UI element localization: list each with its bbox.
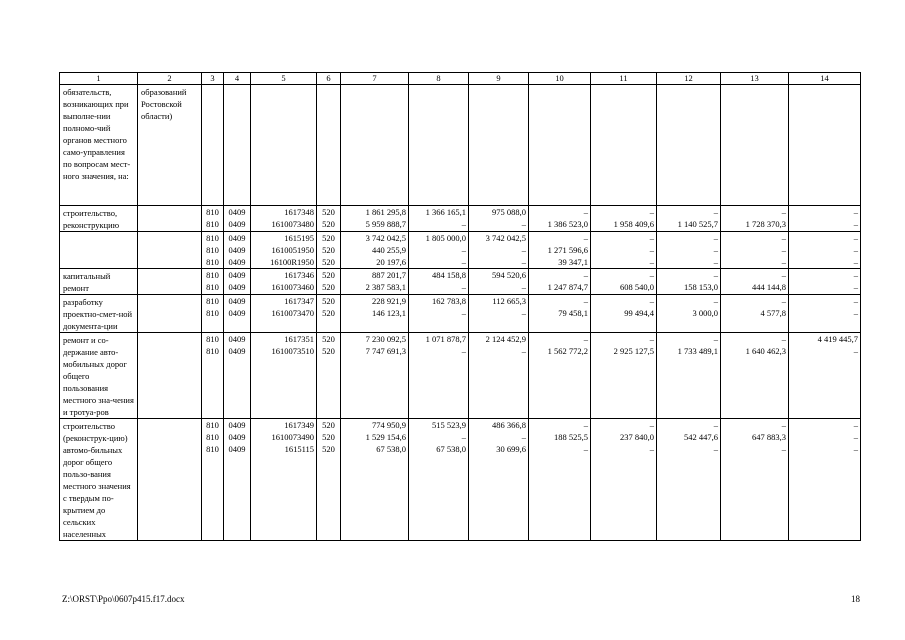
cell-value: – — [853, 245, 858, 255]
cell-value: 0409 — [228, 219, 246, 229]
value-cell — [409, 206, 469, 232]
cell-value: – — [649, 270, 654, 280]
cell-value: 810 — [206, 334, 219, 344]
cell-value: 20 197,6 — [376, 257, 406, 267]
cell-value: 0409 — [228, 420, 246, 430]
cell-value: – — [713, 296, 718, 306]
value-cell — [721, 85, 789, 206]
value-cell — [202, 206, 224, 232]
cell-value: 594 520,6 — [492, 270, 526, 280]
cell-value: – — [713, 245, 718, 255]
value-cell — [251, 232, 317, 269]
value-cell — [317, 232, 341, 269]
recipient-cell — [138, 295, 202, 333]
cell-value: 444 144,8 — [752, 282, 786, 292]
cell-value: 0409 — [228, 296, 246, 306]
cell-value: – — [521, 308, 526, 318]
value-cell — [789, 85, 861, 206]
cell-value: – — [713, 334, 718, 344]
value-cell — [409, 419, 469, 541]
cell-value: 39 347,1 — [558, 257, 588, 267]
cell-value: 520 — [322, 346, 335, 356]
cell-value: 440 255,9 — [372, 245, 406, 255]
value-cell — [591, 333, 657, 419]
header-row — [60, 73, 861, 85]
cell-value: 1615195 — [284, 233, 314, 243]
value-cell — [529, 206, 591, 232]
value-cell — [224, 419, 251, 541]
cell-value: – — [713, 233, 718, 243]
recipient-cell — [138, 333, 202, 419]
cell-value: 810 — [206, 420, 219, 430]
cell-value: – — [649, 245, 654, 255]
row-description: разработку проектно-смет-ной документа-ции — [60, 295, 138, 333]
cell-value: 810 — [206, 308, 219, 318]
value-cell — [529, 295, 591, 333]
cell-value: – — [461, 432, 466, 442]
value-cell — [591, 206, 657, 232]
cell-value: 228 921,9 — [372, 296, 406, 306]
column-number: 12 — [657, 73, 721, 85]
value-cell — [657, 295, 721, 333]
cell-value: 975 088,0 — [492, 207, 526, 217]
value-cell — [341, 295, 409, 333]
cell-value: – — [461, 346, 466, 356]
table-row — [60, 419, 861, 541]
cell-value: – — [583, 420, 588, 430]
value-cell — [409, 85, 469, 206]
column-number: 3 — [202, 73, 224, 85]
value-cell — [224, 206, 251, 232]
cell-value: – — [713, 444, 718, 454]
cell-value: 608 540,0 — [620, 282, 654, 292]
column-number: 1 — [60, 73, 138, 85]
value-cell — [341, 269, 409, 295]
cell-value: – — [853, 346, 858, 356]
cell-value: 67 538,0 — [436, 444, 466, 454]
value-cell — [529, 232, 591, 269]
cell-value: – — [461, 219, 466, 229]
value-cell — [224, 295, 251, 333]
cell-value: 810 — [206, 219, 219, 229]
page-number: 18 — [851, 594, 860, 604]
column-number: 10 — [529, 73, 591, 85]
cell-value: 887 201,7 — [372, 270, 406, 280]
cell-value: – — [713, 207, 718, 217]
cell-value: 542 447,6 — [684, 432, 718, 442]
cell-value: – — [583, 207, 588, 217]
cell-value: 810 — [206, 207, 219, 217]
cell-value: 1610073470 — [271, 308, 314, 318]
cell-value: 1610073490 — [271, 432, 314, 442]
cell-value: 0409 — [228, 444, 246, 454]
cell-value: 1 562 772,2 — [547, 346, 588, 356]
cell-value: – — [649, 257, 654, 267]
column-number: 8 — [409, 73, 469, 85]
cell-value: 774 950,9 — [372, 420, 406, 430]
table-row — [60, 232, 861, 269]
value-cell — [529, 333, 591, 419]
value-cell — [409, 269, 469, 295]
cell-value: – — [853, 296, 858, 306]
cell-value: 5 959 888,7 — [365, 219, 406, 229]
cell-value: 810 — [206, 444, 219, 454]
cell-value: 1 366 165,1 — [425, 207, 466, 217]
cell-value: – — [649, 334, 654, 344]
cell-value: 79 458,1 — [558, 308, 588, 318]
value-cell — [409, 333, 469, 419]
value-cell — [469, 232, 529, 269]
recipient-cell — [138, 206, 202, 232]
value-cell — [224, 85, 251, 206]
cell-value: – — [583, 444, 588, 454]
budget-table — [59, 72, 861, 541]
cell-value: 0409 — [228, 207, 246, 217]
value-cell — [341, 232, 409, 269]
cell-value: – — [461, 282, 466, 292]
cell-value: – — [853, 432, 858, 442]
value-cell — [469, 269, 529, 295]
recipient-cell — [138, 269, 202, 295]
file-path: Z:\ORST\Ppo\0607p415.f17.docx — [62, 594, 185, 604]
value-cell — [469, 419, 529, 541]
value-cell — [251, 295, 317, 333]
recipient-cell: образований Ростовской области) — [138, 85, 202, 206]
column-number: 9 — [469, 73, 529, 85]
cell-value: 520 — [322, 420, 335, 430]
cell-value: 1 140 525,7 — [677, 219, 718, 229]
value-cell — [657, 419, 721, 541]
cell-value: 0409 — [228, 257, 246, 267]
row-description — [60, 232, 138, 269]
cell-value: – — [781, 207, 786, 217]
cell-value: 1610073460 — [271, 282, 314, 292]
cell-value: 0409 — [228, 308, 246, 318]
cell-value: – — [853, 207, 858, 217]
cell-value: – — [461, 245, 466, 255]
table-row — [60, 206, 861, 232]
cell-value: 1610073480 — [271, 219, 314, 229]
value-cell — [251, 333, 317, 419]
cell-value: 1617347 — [284, 296, 314, 306]
value-cell — [341, 333, 409, 419]
value-cell — [591, 419, 657, 541]
value-cell — [224, 232, 251, 269]
value-cell — [591, 85, 657, 206]
value-cell — [202, 269, 224, 295]
cell-value: 810 — [206, 282, 219, 292]
cell-value: 520 — [322, 219, 335, 229]
value-cell — [721, 333, 789, 419]
cell-value: 810 — [206, 245, 219, 255]
cell-value: 237 840,0 — [620, 432, 654, 442]
value-cell — [721, 232, 789, 269]
cell-value: 520 — [322, 432, 335, 442]
value-cell — [789, 206, 861, 232]
cell-value: 0409 — [228, 233, 246, 243]
value-cell — [341, 206, 409, 232]
cell-value: 520 — [322, 245, 335, 255]
table-row — [60, 85, 861, 206]
cell-value: 1617348 — [284, 207, 314, 217]
value-cell — [202, 333, 224, 419]
cell-value: – — [521, 432, 526, 442]
cell-value: 2 124 452,9 — [485, 334, 526, 344]
row-description: строительство (реконструк-цию) автомо-бильных дорог общего пользо-вания местного значения с твердым по-крытием до сельских населенных — [60, 419, 138, 541]
cell-value: – — [781, 444, 786, 454]
cell-value: – — [781, 296, 786, 306]
cell-value: 0409 — [228, 270, 246, 280]
cell-value: 1 386 523,0 — [547, 219, 588, 229]
cell-value: – — [781, 245, 786, 255]
cell-value: 1 861 295,8 — [365, 207, 406, 217]
cell-value: 810 — [206, 432, 219, 442]
cell-value: – — [713, 420, 718, 430]
value-cell — [409, 295, 469, 333]
value-cell — [789, 232, 861, 269]
value-cell — [657, 333, 721, 419]
column-number: 5 — [251, 73, 317, 85]
cell-value: – — [521, 346, 526, 356]
cell-value: 1610051950 — [271, 245, 314, 255]
cell-value: 810 — [206, 233, 219, 243]
cell-value: 0409 — [228, 346, 246, 356]
value-cell — [251, 206, 317, 232]
value-cell — [409, 232, 469, 269]
value-cell — [721, 295, 789, 333]
cell-value: 188 525,5 — [554, 432, 588, 442]
cell-value: – — [853, 282, 858, 292]
cell-value: – — [461, 257, 466, 267]
cell-value: 7 747 691,3 — [365, 346, 406, 356]
value-cell — [317, 206, 341, 232]
cell-value: 1 271 596,6 — [547, 245, 588, 255]
value-cell — [469, 85, 529, 206]
cell-value: 520 — [322, 282, 335, 292]
table-row — [60, 269, 861, 295]
table-row — [60, 295, 861, 333]
cell-value: – — [521, 245, 526, 255]
cell-value: – — [713, 257, 718, 267]
cell-value: – — [781, 257, 786, 267]
cell-value: – — [583, 270, 588, 280]
cell-value: – — [853, 219, 858, 229]
cell-value: 1 733 489,1 — [677, 346, 718, 356]
cell-value: 1 805 000,0 — [425, 233, 466, 243]
cell-value: 112 665,3 — [492, 296, 526, 306]
value-cell — [317, 333, 341, 419]
recipient-cell — [138, 232, 202, 269]
cell-value: – — [461, 308, 466, 318]
cell-value: – — [853, 233, 858, 243]
cell-value: 484 158,8 — [432, 270, 466, 280]
cell-value: 515 523,9 — [432, 420, 466, 430]
cell-value: 486 366,8 — [492, 420, 526, 430]
cell-value: 1 529 154,6 — [365, 432, 406, 442]
cell-value: – — [649, 444, 654, 454]
row-description: обязательств, возникающих при выполне-нии полномо-чий органов местного само-управления по вопросам мест-ного значения, на: — [60, 85, 138, 206]
row-description: ремонт и со-держание авто-мобильных дорог общего пользования местного зна-чения и тротуа-ров — [60, 333, 138, 419]
value-cell — [657, 232, 721, 269]
value-cell — [657, 206, 721, 232]
value-cell — [202, 232, 224, 269]
cell-value: 3 000,0 — [692, 308, 718, 318]
value-cell — [224, 269, 251, 295]
cell-value: 1 728 370,3 — [745, 219, 786, 229]
cell-value: 1615115 — [284, 444, 314, 454]
cell-value: – — [649, 420, 654, 430]
cell-value: – — [521, 219, 526, 229]
cell-value: 810 — [206, 270, 219, 280]
cell-value: 4 577,8 — [760, 308, 786, 318]
value-cell — [317, 295, 341, 333]
value-cell — [591, 232, 657, 269]
cell-value: 30 699,6 — [496, 444, 526, 454]
column-number: 11 — [591, 73, 657, 85]
value-cell — [469, 295, 529, 333]
column-number: 14 — [789, 73, 861, 85]
cell-value: – — [781, 233, 786, 243]
cell-value: 1 640 462,3 — [745, 346, 786, 356]
cell-value: 7 230 092,5 — [365, 334, 406, 344]
cell-value: 0409 — [228, 334, 246, 344]
row-description: капитальный ремонт — [60, 269, 138, 295]
value-cell — [317, 419, 341, 541]
cell-value: 2 387 583,1 — [365, 282, 406, 292]
cell-value: 1 071 878,7 — [425, 334, 466, 344]
cell-value: – — [781, 420, 786, 430]
cell-value: – — [649, 233, 654, 243]
column-number: 6 — [317, 73, 341, 85]
cell-value: 3 742 042,5 — [365, 233, 406, 243]
cell-value: – — [583, 334, 588, 344]
cell-value: – — [583, 233, 588, 243]
cell-value: 1 958 409,6 — [613, 219, 654, 229]
cell-value: 0409 — [228, 432, 246, 442]
column-number: 13 — [721, 73, 789, 85]
cell-value: – — [649, 296, 654, 306]
column-number: 2 — [138, 73, 202, 85]
value-cell — [529, 419, 591, 541]
cell-value: 520 — [322, 270, 335, 280]
value-cell — [317, 85, 341, 206]
cell-value: 1617351 — [284, 334, 314, 344]
value-cell — [657, 269, 721, 295]
cell-value: 0409 — [228, 282, 246, 292]
value-cell — [529, 269, 591, 295]
cell-value: 2 925 127,5 — [613, 346, 654, 356]
value-cell — [789, 295, 861, 333]
recipient-cell — [138, 419, 202, 541]
column-number: 7 — [341, 73, 409, 85]
value-cell — [251, 269, 317, 295]
column-number: 4 — [224, 73, 251, 85]
value-cell — [224, 333, 251, 419]
cell-value: 520 — [322, 233, 335, 243]
cell-value: – — [781, 334, 786, 344]
value-cell — [469, 333, 529, 419]
cell-value: 520 — [322, 257, 335, 267]
value-cell — [721, 206, 789, 232]
value-cell — [591, 295, 657, 333]
value-cell — [591, 269, 657, 295]
cell-value: 647 883,3 — [752, 432, 786, 442]
cell-value: – — [583, 296, 588, 306]
cell-value: 1617346 — [284, 270, 314, 280]
cell-value: 810 — [206, 296, 219, 306]
value-cell — [789, 333, 861, 419]
value-cell — [202, 85, 224, 206]
value-cell — [202, 419, 224, 541]
cell-value: – — [853, 308, 858, 318]
value-cell — [789, 419, 861, 541]
value-cell — [341, 419, 409, 541]
cell-value: 0409 — [228, 245, 246, 255]
value-cell — [789, 269, 861, 295]
cell-value: 520 — [322, 334, 335, 344]
value-cell — [657, 85, 721, 206]
value-cell — [721, 269, 789, 295]
cell-value: 16100R1950 — [270, 257, 314, 267]
table-row — [60, 333, 861, 419]
cell-value: – — [853, 270, 858, 280]
cell-value: 146 123,1 — [372, 308, 406, 318]
cell-value: 99 494,4 — [624, 308, 654, 318]
cell-value: 1617349 — [284, 420, 314, 430]
cell-value: 1 247 874,7 — [547, 282, 588, 292]
value-cell — [529, 85, 591, 206]
value-cell — [251, 419, 317, 541]
row-description: строительство, реконструкцию — [60, 206, 138, 232]
cell-value: 1610073510 — [271, 346, 314, 356]
cell-value: 520 — [322, 207, 335, 217]
cell-value: 3 742 042,5 — [485, 233, 526, 243]
cell-value: – — [521, 282, 526, 292]
cell-value: 520 — [322, 296, 335, 306]
value-cell — [251, 85, 317, 206]
cell-value: – — [521, 257, 526, 267]
cell-value: – — [853, 444, 858, 454]
cell-value: 162 783,8 — [432, 296, 466, 306]
value-cell — [469, 206, 529, 232]
cell-value: – — [853, 420, 858, 430]
value-cell — [317, 269, 341, 295]
cell-value: 158 153,0 — [684, 282, 718, 292]
cell-value: 810 — [206, 346, 219, 356]
cell-value: 810 — [206, 257, 219, 267]
value-cell — [721, 419, 789, 541]
cell-value: – — [649, 207, 654, 217]
cell-value: – — [853, 257, 858, 267]
cell-value: – — [713, 270, 718, 280]
cell-value: 520 — [322, 444, 335, 454]
cell-value: – — [781, 270, 786, 280]
cell-value: 520 — [322, 308, 335, 318]
cell-value: 67 538,0 — [376, 444, 406, 454]
cell-value: 4 419 445,7 — [817, 334, 858, 344]
value-cell — [202, 295, 224, 333]
value-cell — [341, 85, 409, 206]
